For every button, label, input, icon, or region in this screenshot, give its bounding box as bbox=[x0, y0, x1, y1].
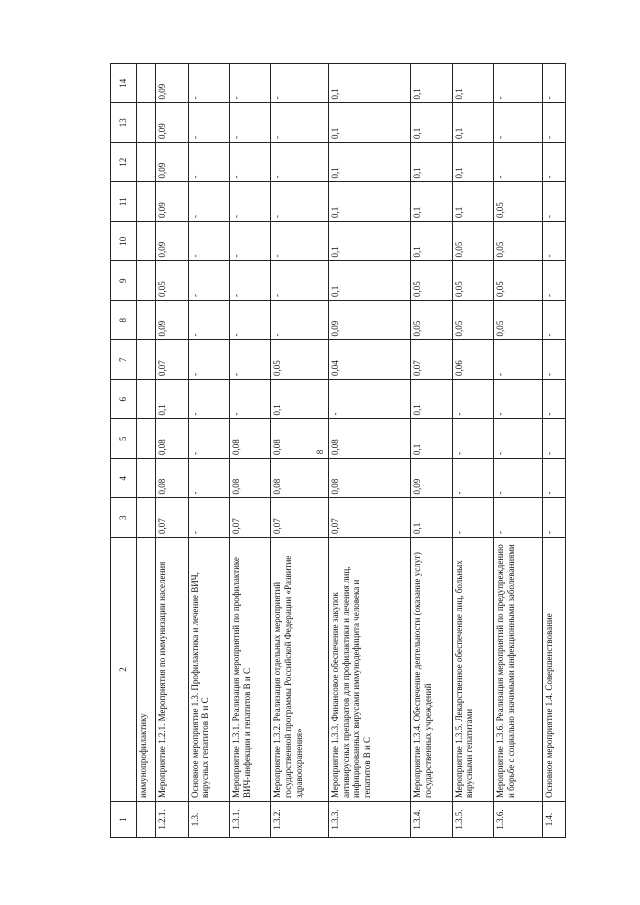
value-cell: 0,05 bbox=[452, 222, 493, 262]
value-cell bbox=[137, 380, 156, 420]
value-cell: - bbox=[493, 143, 543, 183]
row-name: Мероприятие 1.3.2. Реализация отдельных мероприятий государственной программы Российской Федерации «Развитие здравоохранения» bbox=[271, 538, 329, 802]
value-cell: - bbox=[188, 64, 229, 104]
value-cell: - bbox=[271, 182, 329, 222]
value-cell: - bbox=[229, 380, 270, 420]
value-cell: - bbox=[188, 103, 229, 143]
value-cell: 0,08 bbox=[328, 459, 411, 499]
value-cell: 0,1 bbox=[452, 103, 493, 143]
value-cell: 0,1 bbox=[411, 498, 452, 538]
value-cell bbox=[137, 261, 156, 301]
row-name: иммунопрофилактику bbox=[137, 538, 156, 802]
value-cell: - bbox=[188, 498, 229, 538]
value-cell bbox=[137, 459, 156, 499]
value-cell: 0,1 bbox=[411, 380, 452, 420]
value-cell: 0,05 bbox=[493, 222, 543, 262]
value-cell: - bbox=[543, 340, 566, 380]
value-cell: - bbox=[543, 182, 566, 222]
value-cell: 0,05 bbox=[452, 261, 493, 301]
value-cell bbox=[137, 64, 156, 104]
value-cell: 0,08 bbox=[271, 419, 329, 459]
value-cell: 0,07 bbox=[271, 498, 329, 538]
value-cell: 0,1 bbox=[452, 143, 493, 183]
table-row bbox=[229, 64, 270, 838]
value-cell: - bbox=[543, 222, 566, 262]
value-cell: 0,1 bbox=[155, 380, 188, 420]
value-cell bbox=[137, 143, 156, 183]
value-cell: - bbox=[229, 182, 270, 222]
table-row bbox=[155, 64, 188, 838]
value-cell: 0,1 bbox=[271, 380, 329, 420]
row-name: Мероприятие 1.3.1. Реализация мероприятий по профилактике ВИЧ-инфекции и гепатитов В и С bbox=[229, 538, 270, 802]
value-cell: - bbox=[188, 419, 229, 459]
header-cell: 1 bbox=[111, 802, 137, 838]
value-cell: 0,05 bbox=[271, 340, 329, 380]
value-cell: - bbox=[188, 340, 229, 380]
header-cell: 11 bbox=[111, 182, 137, 222]
value-cell: - bbox=[493, 419, 543, 459]
value-cell: - bbox=[493, 340, 543, 380]
row-number: 1.3.3. bbox=[328, 802, 411, 838]
value-cell: - bbox=[188, 143, 229, 183]
value-cell: - bbox=[543, 301, 566, 341]
table-row bbox=[328, 64, 411, 838]
row-name: Мероприятие 1.3.4. Обеспечение деятельности (оказание услуг) государственных учреждений bbox=[411, 538, 452, 802]
value-cell: - bbox=[271, 261, 329, 301]
row-number: 1.3.5. bbox=[452, 802, 493, 838]
value-cell: - bbox=[543, 64, 566, 104]
row-number bbox=[137, 802, 156, 838]
value-cell: - bbox=[452, 459, 493, 499]
value-cell: - bbox=[271, 64, 329, 104]
program-table bbox=[110, 63, 566, 838]
table-row bbox=[452, 64, 493, 838]
row-number: 1.3.2. bbox=[271, 802, 329, 838]
value-cell: - bbox=[543, 459, 566, 499]
value-cell: - bbox=[188, 222, 229, 262]
value-cell: 0,09 bbox=[155, 103, 188, 143]
value-cell: 0,1 bbox=[411, 143, 452, 183]
value-cell: 0,08 bbox=[229, 419, 270, 459]
value-cell: 0,05 bbox=[493, 182, 543, 222]
value-cell: - bbox=[452, 498, 493, 538]
value-cell: 0,08 bbox=[328, 419, 411, 459]
value-cell: 0,1 bbox=[452, 182, 493, 222]
value-cell: 0,05 bbox=[493, 261, 543, 301]
table-row bbox=[493, 64, 543, 838]
value-cell: 0,08 bbox=[271, 459, 329, 499]
value-cell bbox=[137, 182, 156, 222]
value-cell: 0,05 bbox=[411, 261, 452, 301]
value-cell: 0,1 bbox=[328, 103, 411, 143]
value-cell: - bbox=[271, 301, 329, 341]
value-cell: - bbox=[271, 222, 329, 262]
value-cell: 0,09 bbox=[328, 301, 411, 341]
value-cell: 0,07 bbox=[229, 498, 270, 538]
value-cell: 0,09 bbox=[155, 301, 188, 341]
value-cell: - bbox=[229, 340, 270, 380]
value-cell: 0,1 bbox=[328, 261, 411, 301]
value-cell: 0,09 bbox=[411, 459, 452, 499]
value-cell: - bbox=[229, 64, 270, 104]
header-cell: 10 bbox=[111, 222, 137, 262]
row-number: 1.2.1. bbox=[155, 802, 188, 838]
header-cell: 8 bbox=[111, 301, 137, 341]
value-cell: - bbox=[188, 301, 229, 341]
value-cell: 0,1 bbox=[411, 222, 452, 262]
value-cell: 0,05 bbox=[493, 301, 543, 341]
table-row bbox=[137, 64, 156, 838]
header-cell: 4 bbox=[111, 459, 137, 499]
header-cell: 6 bbox=[111, 380, 137, 420]
value-cell: - bbox=[543, 498, 566, 538]
value-cell: - bbox=[188, 261, 229, 301]
value-cell bbox=[137, 419, 156, 459]
value-cell: 0,07 bbox=[411, 340, 452, 380]
value-cell: - bbox=[229, 143, 270, 183]
value-cell: - bbox=[452, 419, 493, 459]
value-cell: 0,1 bbox=[328, 222, 411, 262]
rotated-table-wrapper bbox=[110, 64, 566, 838]
value-cell: 0,1 bbox=[452, 64, 493, 104]
value-cell: 0,09 bbox=[155, 222, 188, 262]
value-cell: 0,08 bbox=[155, 459, 188, 499]
row-name: Основное мероприятие 1.3. Профилактика и лечение ВИЧ, вирусных гепатитов В и С bbox=[188, 538, 229, 802]
value-cell: 0,04 bbox=[328, 340, 411, 380]
value-cell bbox=[137, 498, 156, 538]
value-cell: - bbox=[543, 380, 566, 420]
value-cell: - bbox=[229, 261, 270, 301]
value-cell: - bbox=[543, 419, 566, 459]
value-cell: - bbox=[543, 261, 566, 301]
value-cell: 0,05 bbox=[411, 301, 452, 341]
value-cell: 0,1 bbox=[328, 64, 411, 104]
page-number: 8 bbox=[315, 449, 325, 455]
row-name: Основное мероприятие 1.4. Совершенствование bbox=[543, 538, 566, 802]
value-cell: 0,08 bbox=[155, 419, 188, 459]
table-row bbox=[271, 64, 329, 838]
value-cell bbox=[137, 222, 156, 262]
value-cell: - bbox=[328, 380, 411, 420]
value-cell: - bbox=[271, 143, 329, 183]
value-cell: - bbox=[188, 459, 229, 499]
row-name: Мероприятие 1.3.5. Лекарственное обеспечение лиц, больных вирусными гепатитами bbox=[452, 538, 493, 802]
value-cell: 0,06 bbox=[452, 340, 493, 380]
value-cell: 0,1 bbox=[411, 64, 452, 104]
value-cell: - bbox=[229, 103, 270, 143]
table-row bbox=[543, 64, 566, 838]
header-cell: 13 bbox=[111, 103, 137, 143]
header-cell: 12 bbox=[111, 143, 137, 183]
header-cell: 7 bbox=[111, 340, 137, 380]
row-number: 1.3.6. bbox=[493, 802, 543, 838]
value-cell: - bbox=[493, 64, 543, 104]
value-cell: 0,07 bbox=[328, 498, 411, 538]
row-number: 1.3.1. bbox=[229, 802, 270, 838]
value-cell: 0,07 bbox=[155, 498, 188, 538]
value-cell: 0,1 bbox=[411, 182, 452, 222]
value-cell: - bbox=[493, 498, 543, 538]
value-cell: 0,09 bbox=[155, 64, 188, 104]
value-cell: - bbox=[188, 182, 229, 222]
value-cell: - bbox=[188, 380, 229, 420]
header-cell: 3 bbox=[111, 498, 137, 538]
value-cell: - bbox=[543, 143, 566, 183]
row-number: 1.3. bbox=[188, 802, 229, 838]
table-row bbox=[411, 64, 452, 838]
value-cell: - bbox=[543, 103, 566, 143]
header-cell: 14 bbox=[111, 64, 137, 104]
value-cell: - bbox=[493, 103, 543, 143]
value-cell bbox=[137, 103, 156, 143]
value-cell: 0,1 bbox=[411, 419, 452, 459]
row-name: Мероприятие 1.3.3. Финансовое обеспечение закупок антивирусных препаратов для профилактики и лечения лиц, инфицированных вирусами иммунодефицита человека и гепатитов В и С bbox=[328, 538, 411, 802]
value-cell: 0,07 bbox=[155, 340, 188, 380]
value-cell: 0,05 bbox=[452, 301, 493, 341]
header-row bbox=[111, 64, 137, 838]
row-name: Мероприятие 1.3.6. Реализация мероприятий по предупреждению и борьбе с социально значимыми инфекционными заболеваниями bbox=[493, 538, 543, 802]
table-row bbox=[188, 64, 229, 838]
value-cell: 0,09 bbox=[155, 143, 188, 183]
value-cell: 0,1 bbox=[328, 143, 411, 183]
header-cell: 9 bbox=[111, 261, 137, 301]
value-cell: - bbox=[271, 103, 329, 143]
value-cell: 0,1 bbox=[411, 103, 452, 143]
row-name: Мероприятие 1.2.1. Мероприятия по иммунизации населения bbox=[155, 538, 188, 802]
header-cell: 2 bbox=[111, 538, 137, 802]
value-cell: - bbox=[452, 380, 493, 420]
value-cell: 0,09 bbox=[155, 182, 188, 222]
row-number: 1.3.4. bbox=[411, 802, 452, 838]
value-cell: - bbox=[493, 459, 543, 499]
value-cell: - bbox=[229, 222, 270, 262]
value-cell bbox=[137, 340, 156, 380]
value-cell: 0,05 bbox=[155, 261, 188, 301]
header-cell: 5 bbox=[111, 419, 137, 459]
value-cell: 0,1 bbox=[328, 182, 411, 222]
value-cell: 0,08 bbox=[229, 459, 270, 499]
value-cell: - bbox=[493, 380, 543, 420]
value-cell: - bbox=[229, 301, 270, 341]
value-cell bbox=[137, 301, 156, 341]
row-number: 1.4. bbox=[543, 802, 566, 838]
